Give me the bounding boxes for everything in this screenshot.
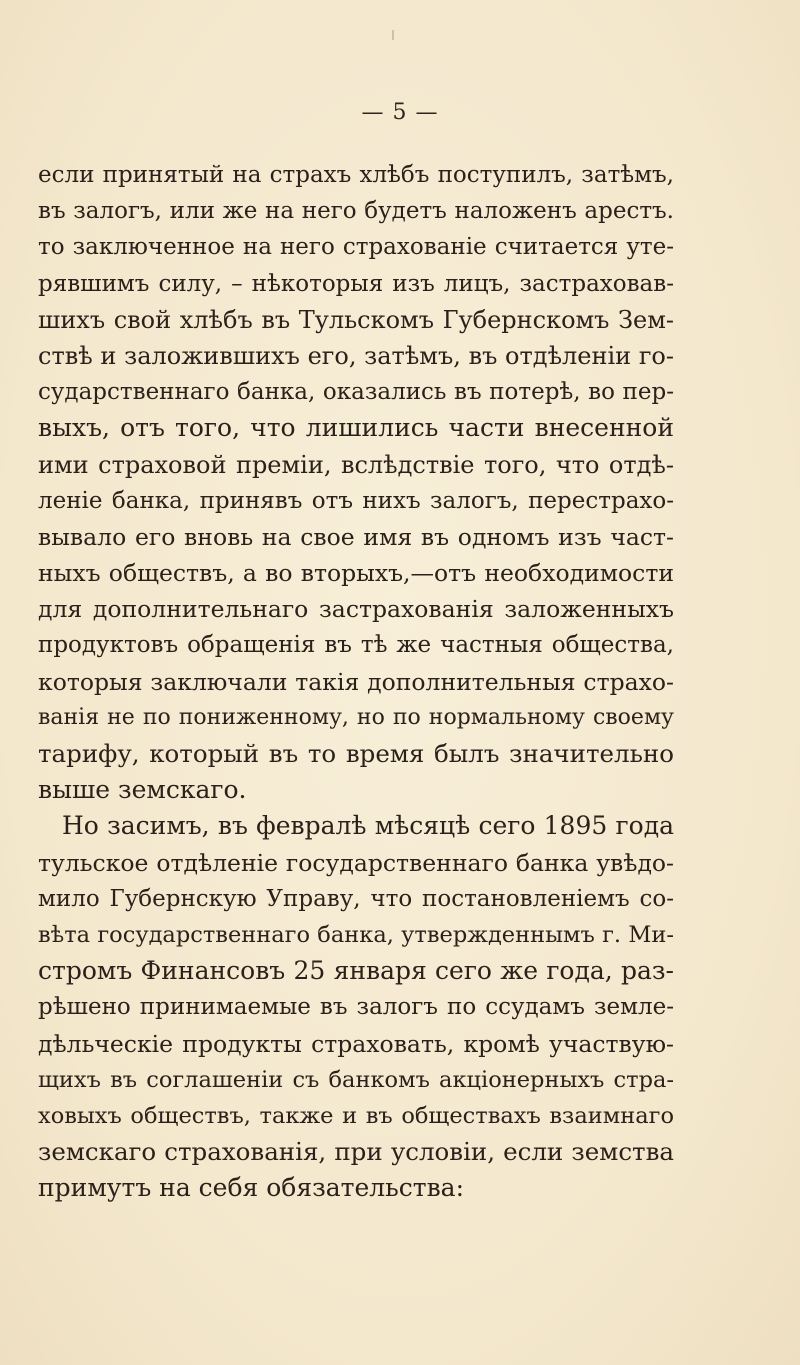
text-line: щихъ въ соглашеніи съ банкомъ акціонерныхъ стра- — [38, 1066, 674, 1093]
text-line: рѣшено принимаемые въ залогъ по ссудамъ земле- — [38, 994, 674, 1021]
text-line: земскаго страхованія, при условіи, если земства — [38, 1137, 674, 1167]
paragraph-2 — [38, 808, 674, 1206]
text-line: ванія не по пониженному, но по нормальному своему — [38, 704, 674, 730]
text-line: примутъ на себя обязательства: — [38, 1173, 465, 1203]
text-line: ховыхъ обществъ, также и въ обществахъ взаимнаго — [38, 1102, 674, 1129]
text-line: ныхъ обществъ, а во вторыхъ,—отъ необходимости — [38, 559, 674, 588]
text-line: ими страховой преміи, вслѣдствіе того, что отдѣ- — [38, 450, 674, 479]
print-mark — [392, 30, 394, 40]
text-line: ствѣ и заложившихъ его, затѣмъ, въ отдѣленіи го- — [38, 341, 674, 370]
text-line: Но засимъ, въ февралѣ мѣсяцѣ сего 1895 года — [62, 811, 674, 841]
page-number: — 5 — — [361, 100, 439, 125]
text-line: выхъ, отъ того, что лишились части внесенной — [38, 413, 674, 443]
text-line: выше земскаго. — [38, 775, 247, 805]
text-line: вѣта государственнаго банка, утвержденнымъ г. Ми- — [38, 921, 674, 948]
text-line: для дополнительнаго застрахованія заложенныхъ — [38, 595, 674, 624]
text-line: продуктовъ обращенія въ тѣ же частныя общества, — [38, 632, 674, 659]
text-line: если принятый на страхъ хлѣбъ поступилъ, затѣмъ, — [38, 162, 674, 188]
text-line: дѣльческіе продукты страховать, кромѣ участвую- — [38, 1029, 674, 1058]
body-text — [38, 157, 674, 1206]
paragraph-1 — [38, 157, 674, 808]
text-line: рявшимъ силу, – нѣкоторыя изъ лицъ, застраховав- — [38, 270, 674, 297]
text-line: то заключенное на него страхованіе считается уте- — [38, 234, 674, 261]
text-line: тарифу, который въ то время былъ значительно — [38, 739, 674, 768]
text-line: леніе банка, принявъ отъ нихъ залогъ, перестрахо- — [38, 487, 674, 514]
text-line: шихъ свой хлѣбъ въ Тульскомъ Губернскомъ Зем- — [38, 305, 674, 334]
text-line: мило Губернскую Управу, что постановленіемъ со- — [38, 885, 674, 912]
text-line: въ залогъ, или же на него будетъ наложенъ арестъ. — [38, 198, 674, 225]
text-line: тульское отдѣленіе государственнаго банка увѣдо- — [38, 848, 674, 877]
text-line: сударственнаго банка, оказались въ потерѣ, во пер- — [38, 379, 674, 406]
text-line: вывало его вновь на свое имя въ одномъ изъ част- — [38, 522, 674, 551]
text-line: стромъ Финансовъ 25 января сего же года, раз- — [38, 956, 674, 986]
text-line: которыя заключали такія дополнительныя страхо- — [38, 667, 674, 696]
